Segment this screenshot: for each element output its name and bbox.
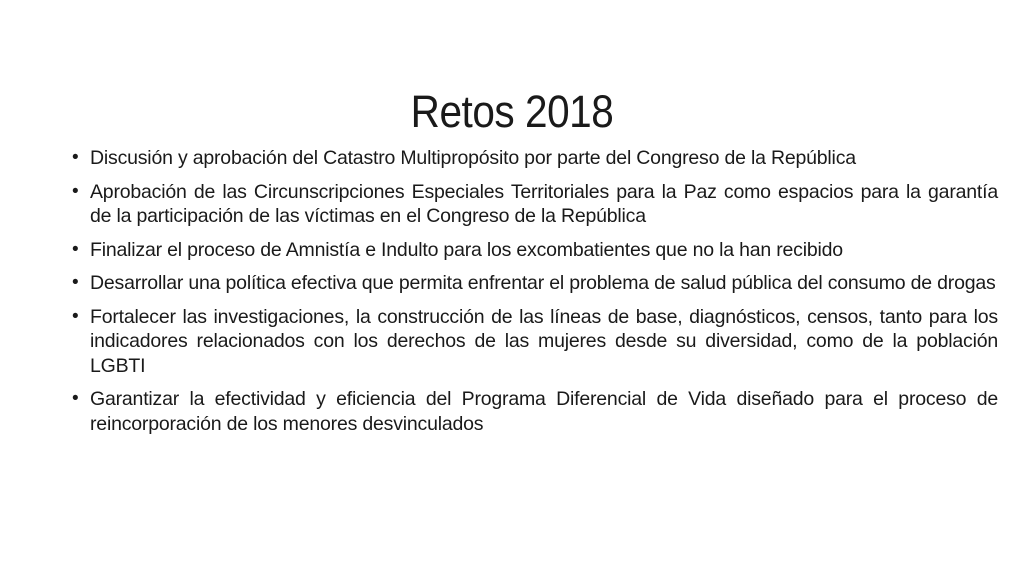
- bullet-point-icon: •: [72, 238, 79, 260]
- slide-content: [70, 146, 998, 445]
- bullet-point-icon: •: [72, 272, 79, 293]
- bullet-item: [70, 146, 998, 171]
- bullet-text: Aprobación de las Circunscripciones Especiales Territoriales para la Paz como espacios para la garantía de la participación de las víctimas en el Congreso de la República: [90, 180, 998, 227]
- bullet-item: [70, 271, 998, 296]
- bullet-point-icon: •: [72, 180, 79, 202]
- bullet-list: [70, 146, 998, 436]
- bullet-item: [70, 238, 998, 263]
- bullet-text: Garantizar la efectividad y eficiencia del Programa Diferencial de Vida diseñado para el proceso de reincorporación de los menores desvinculados: [90, 388, 998, 435]
- bullet-text: Desarrollar una política efectiva que permita enfrentar el problema de salud pública del consumo de drogas: [90, 272, 996, 294]
- bullet-item: [70, 387, 998, 436]
- bullet-point-icon: •: [72, 305, 79, 327]
- bullet-point-icon: •: [72, 388, 79, 409]
- bullet-item: [70, 305, 998, 379]
- bullet-text: Finalizar el proceso de Amnistía e Indulto para los excombatientes que no la han recibido: [90, 238, 843, 261]
- slide-title: Retos 2018: [410, 86, 614, 138]
- bullet-item: [70, 180, 998, 229]
- bullet-point-icon: •: [72, 147, 79, 168]
- bullet-text: Discusión y aprobación del Catastro Multipropósito por parte del Congreso de la República: [90, 147, 856, 169]
- bullet-text: Fortalecer las investigaciones, la construcción de las líneas de base, diagnósticos, censos, tanto para los indicadores relacionados con los derechos de las mujeres desde su diversidad, como de la población LGBTI: [90, 305, 998, 377]
